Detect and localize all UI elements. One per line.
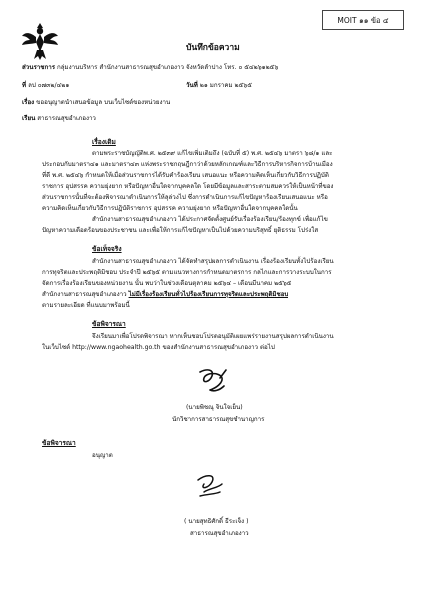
to-value: สาธารณสุขอำเภองาว <box>37 115 96 122</box>
subject-value: ขออนุญาตนำเสนอข้อมูล บนเว็บไซต์ของหน่วยงาน <box>36 99 171 106</box>
agency-label: ส่วนราชการ <box>22 64 56 71</box>
facts-heading: ข้อเท็จจริง <box>92 245 122 253</box>
agency-value: กลุ่มงานบริหาร สำนักงานสาธารณสุขอำเภองาว จังหวัดลำปาง โทร. ๐ ๕๔๒๖๑๒๕๖ <box>57 64 279 71</box>
paragraph-line: ส่วนราชการนั้นที่จะต้องพิจารณาดำเนินการให้ลุล่วงไป ซึ่งการดำเนินการแก้ไขปัญหาร้องเรียนเสนอแนะ หรือ <box>42 194 328 201</box>
background-heading: เรื่องเดิม <box>92 138 116 146</box>
paragraph-line: ในเว็บไซต์ http://www.ngaohealth.go.th ของสำนักงานสาธารณสุขอำเภองาว ต่อไป <box>42 344 275 351</box>
paragraph-line: ตามพระราชบัญญัติพ.ศ. ๒๕๓๙ แก้ไขเพิ่มเติมถึง (ฉบับที่ ๕) พ.ศ. ๒๕๔๖ มาตรา ๖๘/๑ และ <box>92 150 333 157</box>
paragraph-line: ราชการ อุปสรรค ความยุ่งยาก หรือปัญหาอื่นใดจากบุคคลใด โดยมีข้อมูลและสาระตามสมควรให้เป็นหน้าที่ของ <box>42 183 334 190</box>
reference-row <box>22 80 69 91</box>
signer-1-position: นักวิชาการสาธารณสุขชำนาญการ <box>172 416 265 423</box>
consideration-heading: ข้อพิจารณา <box>92 320 126 328</box>
paragraph-line: จัดการเรื่องร้องเรียนของหน่วยงาน นั้น พบว่าในช่วงเดือนตุลาคม ๒๕๖๔ – เดือนมีนาคม ๒๕๖๕ <box>42 280 292 287</box>
no-complaints-statement: ไม่มีเรื่องร้องเรียนทั่วไปร้องเรียนการทุจริตและประพฤติมิชอบ <box>128 291 289 298</box>
paragraph-line: การทุจริตและประพฤติมิชอบ ประจำปี ๒๕๖๕ ตามแนวทางการกำหนดมาตรการ กลไกและการวางระบบในการ <box>42 269 332 276</box>
paragraph-line: ตามรายละเอียด ที่แนบมาพร้อมนี้ <box>42 302 130 309</box>
decision-heading: ข้อพิจารณา <box>42 439 76 447</box>
agency-row <box>22 62 278 73</box>
paragraph-line: สำนักงานสาธารณสุขอำเภองาว ได้ประกาศจัดตั้งศูนย์รับเรื่องร้องเรียน/ร้องทุกข์ เพื่อแก้ไข <box>92 216 328 223</box>
paragraph-line: สำนักงานสาธารณสุขอำเภองาว ได้จัดทำสรุปผลการดำเนินงาน เรื่องร้องเรียนทั้งไปร้องเรียน <box>92 258 334 265</box>
document-title: บันทึกข้อความ <box>186 43 240 53</box>
paragraph-line: ปัญหาความเดือดร้อนของประชาชน และเพื่อให้การแก้ไขปัญหาเป็นไปด้วยความบริสุทธิ์ ยุติธรรม โปร่งใส <box>42 227 319 234</box>
date-row <box>186 80 252 91</box>
paragraph-line: จึงเรียนมาเพื่อโปรดพิจารณา หากเห็นชอบโปรดอนุมัติเผยแพร่รายงานสรุปผลการดำเนินงาน <box>92 333 334 340</box>
signer-2-name: ( นายสุทธิศักดิ์ ธีระเจ็ง ) <box>184 518 249 525</box>
agency-name-text: สำนักงานสาธารณสุขอำเภองาว <box>42 291 127 298</box>
garuda-emblem-icon <box>20 22 60 62</box>
subject-row <box>22 97 170 108</box>
date-value: ๒๑ มกราคม ๒๕๖๕ <box>199 82 252 89</box>
subject-label: เรื่อง <box>22 99 35 106</box>
paragraph-line <box>42 289 288 300</box>
signer-1-name: (นายพิชณุ จินใจเย็น) <box>186 404 243 411</box>
reference-value: ลป ๐๗๓๒/๔๒๑ <box>28 82 70 89</box>
paragraph-line: ความคิดเห็นเกี่ยวกับวิธีการปฏิบัติราชการ อุปสรรค ความยุ่งยาก หรือปัญหาอื่นใดจากบุคคลใดนั้น <box>42 205 298 212</box>
to-label: เรียน <box>22 115 36 122</box>
date-label: วันที่ <box>186 82 198 89</box>
paragraph-line: ที่ดี พ.ศ. ๒๕๔๖ กำหนดให้เมื่อส่วนราชการได้รับคำร้องเรียน เสนอแนะ หรือความคิดเห็นเกี่ยวกับวิธีการปฏิบัติ <box>42 172 329 179</box>
signer-2-position: สาธารณสุขอำเภองาว <box>190 530 249 537</box>
signature-2 <box>190 470 230 500</box>
reference-label: ที่ <box>22 82 27 89</box>
decision-text: อนุญาต <box>92 452 113 459</box>
paragraph-line: ประกอบกับมาตรา๔๑ และมาตรา๔๓ แห่งพระราชกฤษฎีกาว่าด้วยหลักเกณฑ์และวิธีการบริหารกิจการบ้านเมือง <box>42 161 333 168</box>
signature-1 <box>190 366 236 396</box>
to-row <box>22 113 96 124</box>
reference-box: MOIT ๑๑ ข้อ ๔ <box>322 10 404 30</box>
